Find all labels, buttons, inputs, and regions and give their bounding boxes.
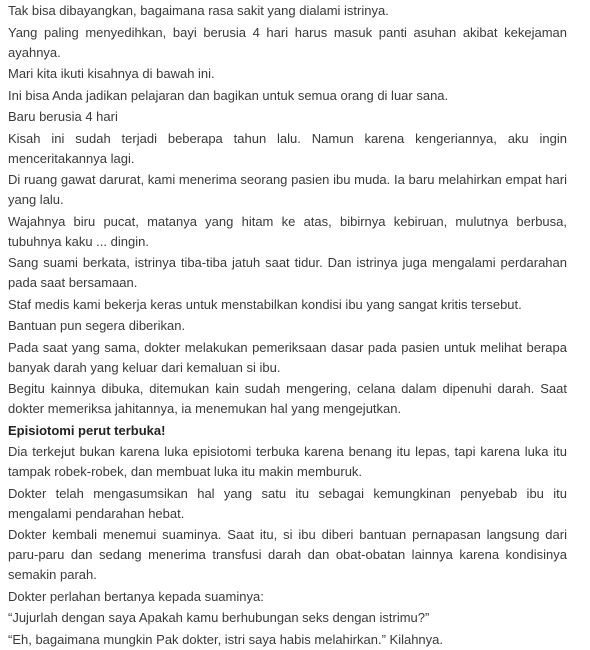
paragraph-follow-story: Mari kita ikuti kisahnya di bawah ini. <box>8 66 215 81</box>
paragraph-doctor-assumption: Dokter telah mengasumsikan hal yang satu itu sebagai kemungkinan penyebab ibu itu mengalami pendarahan hebat. <box>8 485 567 521</box>
paragraph-husband-statement: Sang suami berkata, istrinya tiba-tiba jatuh saat tidur. Dan istrinya juga mengalami perdarahan pada saat bersamaan. <box>8 255 567 290</box>
subheading-episiotomy: Episiotomi perut terbuka! <box>8 422 166 438</box>
paragraph-answer-quote: “Eh, bagaimana mungkin Pak dokter, istri saya habis melahirkan.” Kilahnya. <box>8 631 443 647</box>
paragraph-doctor-exam: Pada saat yang sama, dokter melakukan pemeriksaan dasar pada pasien untuk melihat berapa banyak darah yang keluar dari kemaluan si ibu. <box>8 339 567 375</box>
paragraph-baby-orphanage: Yang paling menyedihkan, bayi berusia 4 hari harus masuk panti asuhan akibat kekejaman ayahnya. <box>8 24 567 60</box>
paragraph-help-given: Bantuan pun segera diberikan. <box>8 318 186 333</box>
paragraph-emergency-room: Di ruang gawat darurat, kami menerima seorang pasien ibu muda. Ia baru melahirkan empat hari yang lalu. <box>8 172 567 207</box>
paragraph-doctor-asks: Dokter perlahan bertanya kepada suaminya: <box>8 588 264 604</box>
paragraph-patient-condition: Wajahnya biru pucat, matanya yang hitam ke atas, bibirnya kebiruan, mulutnya berbusa, tubuhnya kaku ... dingin. <box>8 213 567 249</box>
paragraph-share-lesson: Ini bisa Anda jadikan pelajaran dan bagikan untuk semua orang di luar sana. <box>8 87 449 103</box>
paragraph-doctor-meets-husband: Dokter kembali menemui suaminya. Saat itu, si ibu diberi bantuan pernapasan langsung dari paru-paru dan sedang menerima transfusi darah dan obat-obatan lainnya karena kondisinya semakin parah. <box>8 527 567 582</box>
paragraph-wound-torn: Dia terkejut bukan karena luka episiotomi terbuka karena benang itu lepas, tapi karena luka itu tampak robek-robek, dan membuat luka itu makin memburuk. <box>8 444 567 479</box>
paragraph-cloth-opened: Begitu kainnya dibuka, ditemukan kain sudah mengering, celana dalam dipenuhi darah. Saat dokter memeriksa jahitannya, ia menemukan hal yang mengejutkan. <box>8 381 567 416</box>
paragraph-question-quote: “Jujurlah dengan saya Apakah kamu berhubungan seks dengan istrimu?” <box>8 610 430 625</box>
paragraph-medical-staff: Staf medis kami bekerja keras untuk menstabilkan kondisi ibu yang sangat kritis tersebut. <box>8 296 522 312</box>
paragraph-story-years-ago: Kisah ini sudah terjadi beberapa tahun lalu. Namun karena kengeriannya, aku ingin menceritakannya lagi. <box>8 130 567 166</box>
paragraph-four-days-old: Baru berusia 4 hari <box>8 109 118 124</box>
paragraph-intro: Tak bisa dibayangkan, bagaimana rasa sakit yang dialami istrinya. <box>8 3 389 18</box>
